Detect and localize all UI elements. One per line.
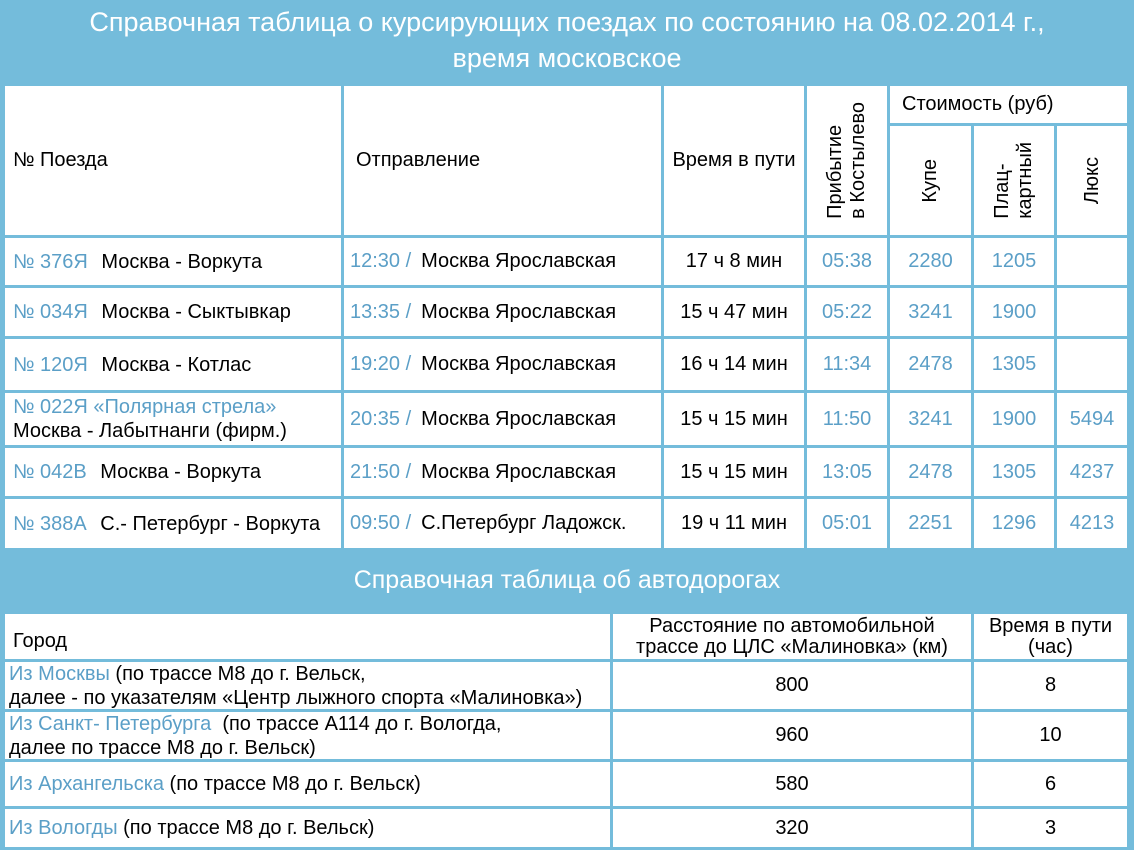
road-origin: Из Москвы — [9, 662, 110, 685]
kupe-price-cell: 3241 — [890, 288, 971, 336]
departure-time: 12:30 / — [350, 250, 412, 272]
train-cell — [5, 393, 341, 445]
road-route-cell — [5, 662, 610, 709]
arrival-cell: 05:01 — [807, 499, 887, 548]
kupe-price-cell: 2251 — [890, 499, 971, 548]
header-kupe: Купе — [890, 126, 971, 235]
road-description: (по трассе М8 до г. Вельск) — [164, 773, 421, 795]
road-origin: Из Санкт- Петербурга — [9, 712, 212, 735]
train-number: № 388А — [13, 512, 87, 535]
header-train-no: № Поезда — [5, 86, 341, 235]
train-route: Москва - Лабытнанги (фирм.) — [13, 420, 287, 442]
header-distance-line2: трассе до ЦЛС «Малиновка» (км) — [636, 635, 948, 658]
train-cell — [5, 288, 341, 336]
road-description: (по трассе М8 до г. Вельск) — [117, 817, 375, 839]
header-time-line2: (час) — [1028, 635, 1073, 658]
kupe-price-cell: 2280 — [890, 238, 971, 285]
departure-cell — [344, 238, 661, 285]
road-origin: Из Архангельска — [9, 773, 164, 795]
trains-title-line1: Справочная таблица о курсирующих поездах по состоянию на 08.02.2014 г., — [89, 7, 1045, 37]
arrival-cell: 05:22 — [807, 288, 887, 336]
platzkart-price-cell: 1305 — [974, 339, 1054, 390]
header-platzkart — [974, 126, 1054, 235]
train-number: № 376Я — [13, 250, 88, 273]
train-number: № 034Я — [13, 301, 88, 323]
departure-time: 21:50 / — [350, 460, 412, 483]
road-distance-cell: 960 — [613, 712, 971, 759]
arrival-cell: 13:05 — [807, 448, 887, 496]
road-description: (по трассе М8 до г. Вельск, — [109, 662, 366, 685]
train-cell — [5, 499, 341, 548]
header-platz-line1: Плац- — [991, 163, 1013, 219]
lux-price-cell — [1057, 288, 1127, 336]
lux-price-cell — [1057, 339, 1127, 390]
road-origin: Из Вологды — [9, 817, 118, 839]
train-route: Москва - Сыктывкар — [101, 301, 291, 323]
road-distance-cell: 580 — [613, 762, 971, 806]
platzkart-price-cell: 1205 — [974, 238, 1054, 285]
departure-station: С.Петербург Ладожск. — [421, 512, 627, 534]
train-route: Москва - Воркута — [100, 461, 261, 483]
header-distance — [613, 614, 971, 659]
departure-cell — [344, 288, 661, 336]
header-cost: Стоимость (руб) — [890, 86, 1127, 123]
departure-cell — [344, 499, 661, 548]
header-road-time — [974, 614, 1127, 659]
train-cell — [5, 238, 341, 285]
lux-price-cell: 5494 — [1057, 393, 1127, 445]
departure-time: 13:35 / — [350, 300, 412, 323]
duration-cell: 15 ч 15 мин — [664, 448, 804, 496]
departure-cell — [344, 393, 661, 445]
duration-cell: 19 ч 11 мин — [664, 499, 804, 548]
arrival-cell: 11:34 — [807, 339, 887, 390]
arrival-cell: 05:38 — [807, 238, 887, 285]
duration-cell: 17 ч 8 мин — [664, 238, 804, 285]
header-arrival — [807, 86, 887, 235]
train-route: Москва - Воркута — [101, 250, 263, 273]
train-number: № 022Я «Полярная стрела» — [13, 396, 277, 418]
platzkart-price-cell: 1900 — [974, 288, 1054, 336]
header-distance-line1: Расстояние по автомобильной — [649, 614, 935, 637]
kupe-price-cell: 2478 — [890, 339, 971, 390]
platzkart-price-cell: 1900 — [974, 393, 1054, 445]
road-route-cell — [5, 762, 610, 806]
duration-cell: 16 ч 14 мин — [664, 339, 804, 390]
train-number: № 042В — [13, 461, 87, 483]
train-route: Москва - Котлас — [101, 353, 252, 376]
train-cell — [5, 339, 341, 390]
header-departure: Отправление — [344, 86, 661, 235]
train-route: С.- Петербург - Воркута — [100, 512, 321, 535]
header-platz-line2: картный — [1014, 142, 1036, 219]
header-city: Город — [5, 614, 610, 659]
platzkart-price-cell: 1296 — [974, 499, 1054, 548]
kupe-price-cell: 2478 — [890, 448, 971, 496]
header-arrival-line1: Прибытие — [824, 124, 846, 219]
road-description: далее - по указателям «Центр лыжного спорта «Малиновка») — [9, 686, 583, 709]
lux-price-cell: 4213 — [1057, 499, 1127, 548]
departure-station: Москва Ярославская — [421, 460, 617, 483]
departure-station: Москва Ярославская — [421, 250, 617, 272]
trains-title-line2: время московское — [452, 43, 682, 73]
departure-time: 20:35 / — [350, 407, 412, 430]
platzkart-price-cell: 1305 — [974, 448, 1054, 496]
arrival-cell: 11:50 — [807, 393, 887, 445]
departure-time: 19:20 / — [350, 353, 412, 375]
departure-station: Москва Ярославская — [421, 353, 617, 375]
duration-cell: 15 ч 15 мин — [664, 393, 804, 445]
departure-time: 09:50 / — [350, 512, 412, 534]
duration-cell: 15 ч 47 мин — [664, 288, 804, 336]
road-route-cell — [5, 809, 610, 847]
lux-price-cell — [1057, 238, 1127, 285]
train-number: № 120Я — [13, 353, 88, 376]
header-travel-time: Время в пути — [664, 86, 804, 235]
header-arrival-line2: в Костылево — [847, 102, 869, 219]
train-cell — [5, 448, 341, 496]
road-distance-cell: 800 — [613, 662, 971, 709]
departure-station: Москва Ярославская — [421, 300, 617, 323]
road-time-cell: 3 — [974, 809, 1127, 847]
road-time-cell: 10 — [974, 712, 1127, 759]
road-description: (по трассе А114 до г. Вологда, — [211, 712, 502, 735]
lux-price-cell: 4237 — [1057, 448, 1127, 496]
departure-cell — [344, 339, 661, 390]
kupe-price-cell: 3241 — [890, 393, 971, 445]
road-description: далее по трассе М8 до г. Вельск) — [9, 736, 316, 759]
road-time-cell: 6 — [974, 762, 1127, 806]
trains-table-title — [0, 4, 1134, 76]
road-route-cell — [5, 712, 610, 759]
departure-cell — [344, 448, 661, 496]
roads-table-title: Справочная таблица об автодорогах — [353, 566, 781, 594]
header-time-line1: Время в пути — [988, 614, 1113, 637]
departure-station: Москва Ярославская — [421, 407, 617, 430]
road-distance-cell: 320 — [613, 809, 971, 847]
road-time-cell: 8 — [974, 662, 1127, 709]
header-lux: Люкс — [1057, 126, 1127, 235]
